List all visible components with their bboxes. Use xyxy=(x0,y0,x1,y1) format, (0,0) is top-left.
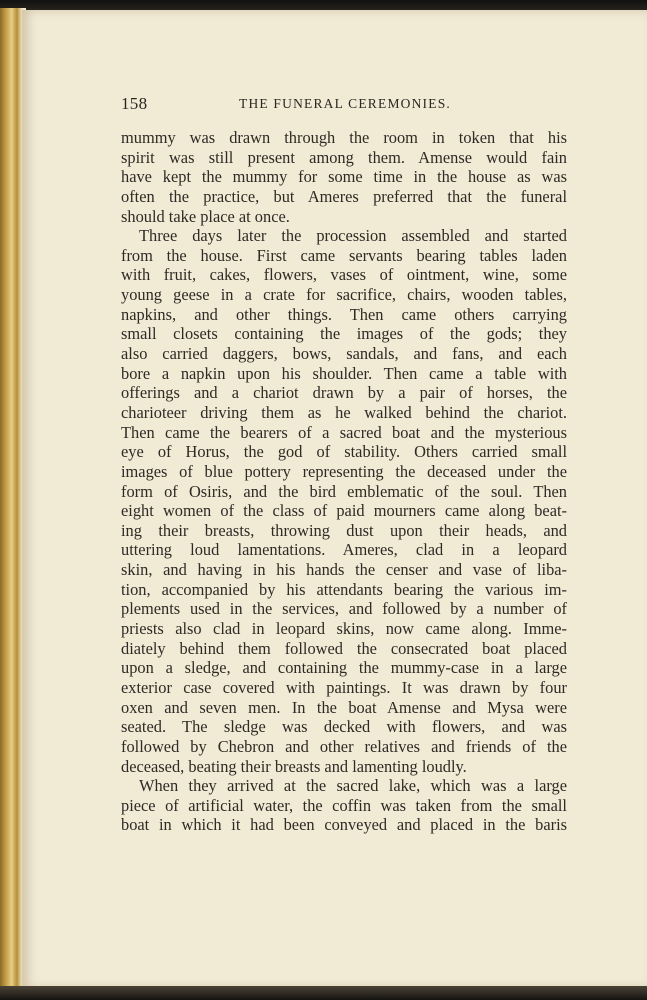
text-line: priests also clad in leopard skins, now came along. Imme- xyxy=(121,619,567,639)
text-line: Then came the bearers of a sacred boat and the mysterious xyxy=(121,422,567,442)
text-line: bore a napkin upon his shoulder. Then came a table with xyxy=(121,363,567,383)
text-line: offerings and a chariot drawn by a pair of horses, the xyxy=(121,383,567,403)
text-line: skin, and having in his hands the censer and vase of liba- xyxy=(121,560,567,580)
text-line: exterior case covered with paintings. It was drawn by four xyxy=(121,677,567,697)
text-line: mummy was drawn through the room in token that his xyxy=(121,128,567,147)
body-text xyxy=(121,128,567,835)
text-line: charioteer driving them as he walked behind the chariot. xyxy=(121,402,567,422)
text-line: Three days later the procession assembled and started xyxy=(139,226,567,246)
running-head: THE FUNERAL CEREMONIES. xyxy=(239,96,451,111)
text-line: plements used in the services, and followed by a number of xyxy=(121,599,567,619)
text-line: seated. The sledge was decked with flowers, and was xyxy=(121,717,567,737)
text-line: eight women of the class of paid mourners came along beat- xyxy=(121,501,567,521)
page-number: 158 xyxy=(121,94,148,113)
text-line: small closets containing the images of the gods; they xyxy=(121,324,567,344)
page-header xyxy=(121,94,567,116)
text-line: young geese in a crate for sacrifice, chairs, wooden tables, xyxy=(121,285,567,305)
text-line: napkins, and other things. Then came others carrying xyxy=(121,304,567,324)
text-line: ing their breasts, throwing dust upon their heads, and xyxy=(121,520,567,540)
text-line: diately behind them followed the consecrated boat placed xyxy=(121,638,567,658)
text-line: When they arrived at the sacred lake, which was a large xyxy=(139,776,567,796)
text-line: with fruit, cakes, flowers, vases of ointment, wine, some xyxy=(121,265,567,285)
text-line: oxen and seven men. In the boat Amense and Mysa were xyxy=(121,697,567,717)
text-line: tion, accompanied by his attendants bearing the various im- xyxy=(121,579,567,599)
text-line: uttering loud lamentations. Ameres, clad in a leopard xyxy=(121,540,567,560)
text-line: boat in which it had been conveyed and placed in the baris xyxy=(121,815,567,835)
text-line: followed by Chebron and other relatives and friends of the xyxy=(121,736,567,756)
text-line: eye of Horus, the god of stability. Others carried small xyxy=(121,442,567,462)
bottom-page-edge xyxy=(0,986,647,1000)
text-line: from the house. First came servants bearing tables laden xyxy=(121,245,567,265)
text-line: form of Osiris, and the bird emblematic of the soul. Then xyxy=(121,481,567,501)
text-line: piece of artificial water, the coffin was taken from the small xyxy=(121,795,567,815)
text-line: spirit was still present among them. Amense would fain xyxy=(121,147,567,167)
text-line: often the practice, but Ameres preferred that the funeral xyxy=(121,186,567,206)
text-line: also carried daggers, bows, sandals, and fans, and each xyxy=(121,344,567,364)
text-line: should take place at once. xyxy=(121,206,290,226)
text-line: have kept the mummy for some time in the house as was xyxy=(121,167,567,187)
text-line: upon a sledge, and containing the mummy-case in a large xyxy=(121,658,567,678)
text-line: deceased, beating their breasts and lamenting loudly. xyxy=(121,756,467,776)
text-line: images of blue pottery representing the deceased under the xyxy=(121,461,567,481)
